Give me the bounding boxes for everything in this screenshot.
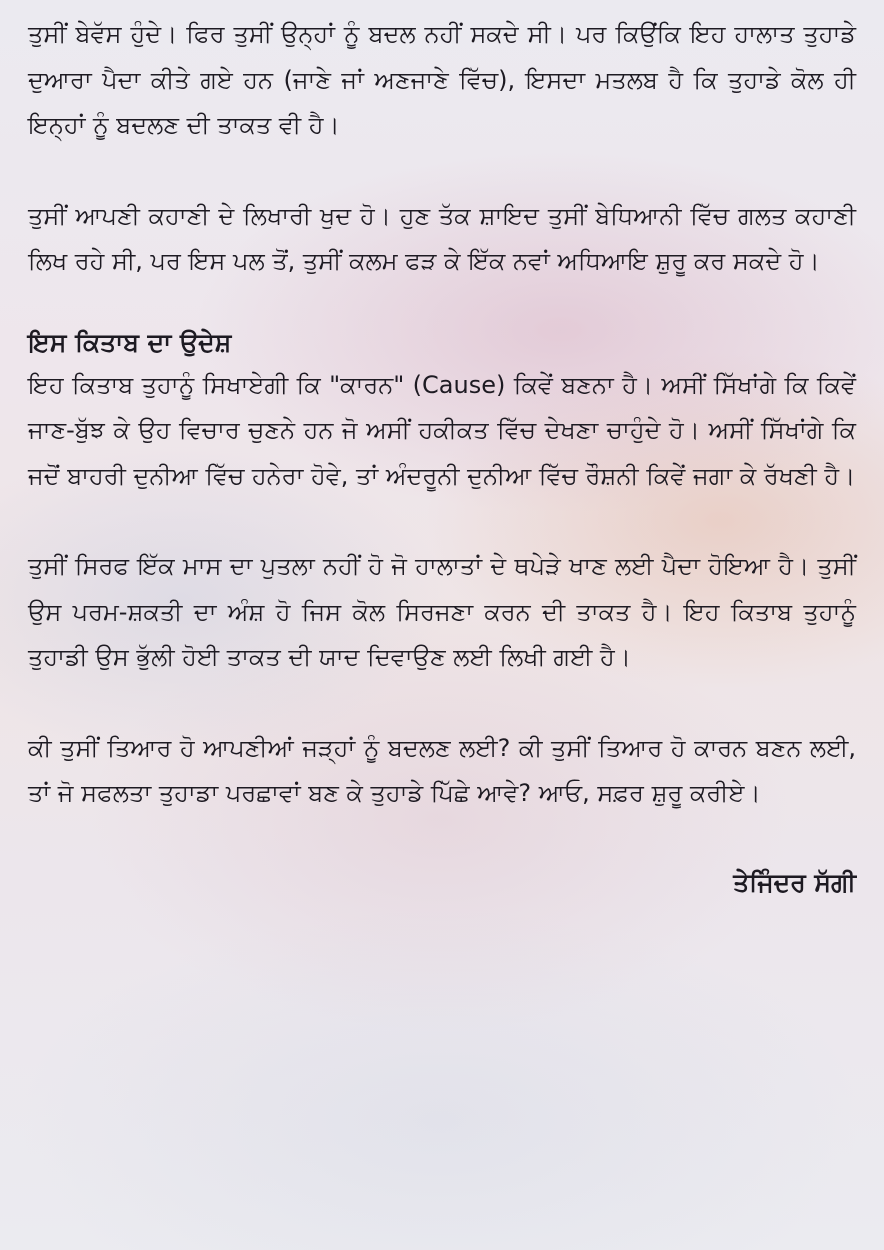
author-signature: ਤੇਜਿੰਦਰ ਸੱਗੀ xyxy=(733,867,856,897)
section-paragraph-2: ਤੁਸੀਂ ਸਿਰਫ ਇੱਕ ਮਾਸ ਦਾ ਪੁਤਲਾ ਨਹੀਂ ਹੋ ਜੋ ਹਾਲਾਤਾਂ ਦੇ ਥਪੇੜੇ ਖਾਣ ਲਈ ਪੈਦਾ ਹੋਇਆ ਹੈ। ਤੁਸੀਂ ਉਸ ਪਰਮ-ਸ਼ਕਤੀ ਦਾ ਅੰਸ਼ ਹੋ ਜਿਸ ਕੋਲ ਸਿਰਜਣਾ ਕਰਨ ਦੀ ਤਾਕਤ ਹੈ। ਇਹ ਕਿਤਾਬ ਤੁਹਾਨੂੰ ਤੁਹਾਡੀ ਉਸ ਭੁੱਲੀ ਹੋਈ ਤਾਕਤ ਦੀ ਯਾਦ ਦਿਵਾਉਣ ਲਈ ਲਿਖੀ ਗਈ ਹੈ। xyxy=(28,552,856,671)
section-paragraph-1: ਇਹ ਕਿਤਾਬ ਤੁਹਾਨੂੰ ਸਿਖਾਏਗੀ ਕਿ "ਕਾਰਨ" (Cause) ਕਿਵੇਂ ਬਣਨਾ ਹੈ। ਅਸੀਂ ਸਿੱਖਾਂਗੇ ਕਿ ਕਿਵੇਂ ਜਾਣ-ਬੁੱਝ ਕੇ ਉਹ ਵਿਚਾਰ ਚੁਣਨੇ ਹਨ ਜੋ ਅਸੀਂ ਹਕੀਕਤ ਵਿੱਚ ਦੇਖਣਾ ਚਾਹੁੰਦੇ ਹੋ। ਅਸੀਂ ਸਿੱਖਾਂਗੇ ਕਿ ਜਦੋਂ ਬਾਹਰੀ ਦੁਨੀਆ ਵਿੱਚ ਹਨੇਰਾ ਹੋਵੇ, ਤਾਂ ਅੰਦਰੂਨੀ ਦੁਨੀਆ ਵਿੱਚ ਰੌਸ਼ਨੀ ਕਿਵੇਂ ਜਗਾ ਕੇ ਰੱਖਣੀ ਹੈ। xyxy=(28,370,856,490)
paragraph-1: ਤੁਸੀਂ ਬੇਵੱਸ ਹੁੰਦੇ। ਫਿਰ ਤੁਸੀਂ ਉਨ੍ਹਾਂ ਨੂੰ ਬਦਲ ਨਹੀਂ ਸਕਦੇ ਸੀ। ਪਰ ਕਿਉਂਕਿ ਇਹ ਹਾਲਾਤ ਤੁਹਾਡੇ ਦੁਆਰਾ ਪੈਦਾ ਕੀਤੇ ਗਏ ਹਨ (ਜਾਣੇ ਜਾਂ ਅਣਜਾਣੇ ਵਿੱਚ), ਇਸਦਾ ਮਤਲਬ ਹੈ ਕਿ ਤੁਹਾਡੇ ਕੋਲ ਹੀ ਇਨ੍ਹਾਂ ਨੂੰ ਬਦਲਣ ਦੀ ਤਾਕਤ ਵੀ ਹੈ। xyxy=(28,20,856,139)
section-paragraph-3: ਕੀ ਤੁਸੀਂ ਤਿਆਰ ਹੋ ਆਪਣੀਆਂ ਜੜ੍ਹਾਂ ਨੂੰ ਬਦਲਣ ਲਈ? ਕੀ ਤੁਸੀਂ ਤਿਆਰ ਹੋ ਕਾਰਨ ਬਣਨ ਲਈ, ਤਾਂ ਜੋ ਸਫਲਤਾ ਤੁਹਾਡਾ ਪਰਛਾਵਾਂ ਬਣ ਕੇ ਤੁਹਾਡੇ ਪਿੱਛੇ ਆਵੇ? ਆਓ, ਸਫ਼ਰ ਸ਼ੁਰੂ ਕਰੀਏ। xyxy=(28,733,856,807)
section-heading: ਇਸ ਕਿਤਾਬ ਦਾ ਉਦੇਸ਼ xyxy=(28,327,232,357)
paragraph-2: ਤੁਸੀਂ ਆਪਣੀ ਕਹਾਣੀ ਦੇ ਲਿਖਾਰੀ ਖੁਦ ਹੋ। ਹੁਣ ਤੱਕ ਸ਼ਾਇਦ ਤੁਸੀਂ ਬੇਧਿਆਨੀ ਵਿੱਚ ਗਲਤ ਕਹਾਣੀ ਲਿਖ ਰਹੇ ਸੀ, ਪਰ ਇਸ ਪਲ ਤੋਂ, ਤੁਸੀਂ ਕਲਮ ਫੜ ਕੇ ਇੱਕ ਨਵਾਂ ਅਧਿਆਇ ਸ਼ੁਰੂ ਕਰ ਸਕਦੇ ਹੋ। xyxy=(28,201,856,275)
document-page xyxy=(28,12,856,903)
